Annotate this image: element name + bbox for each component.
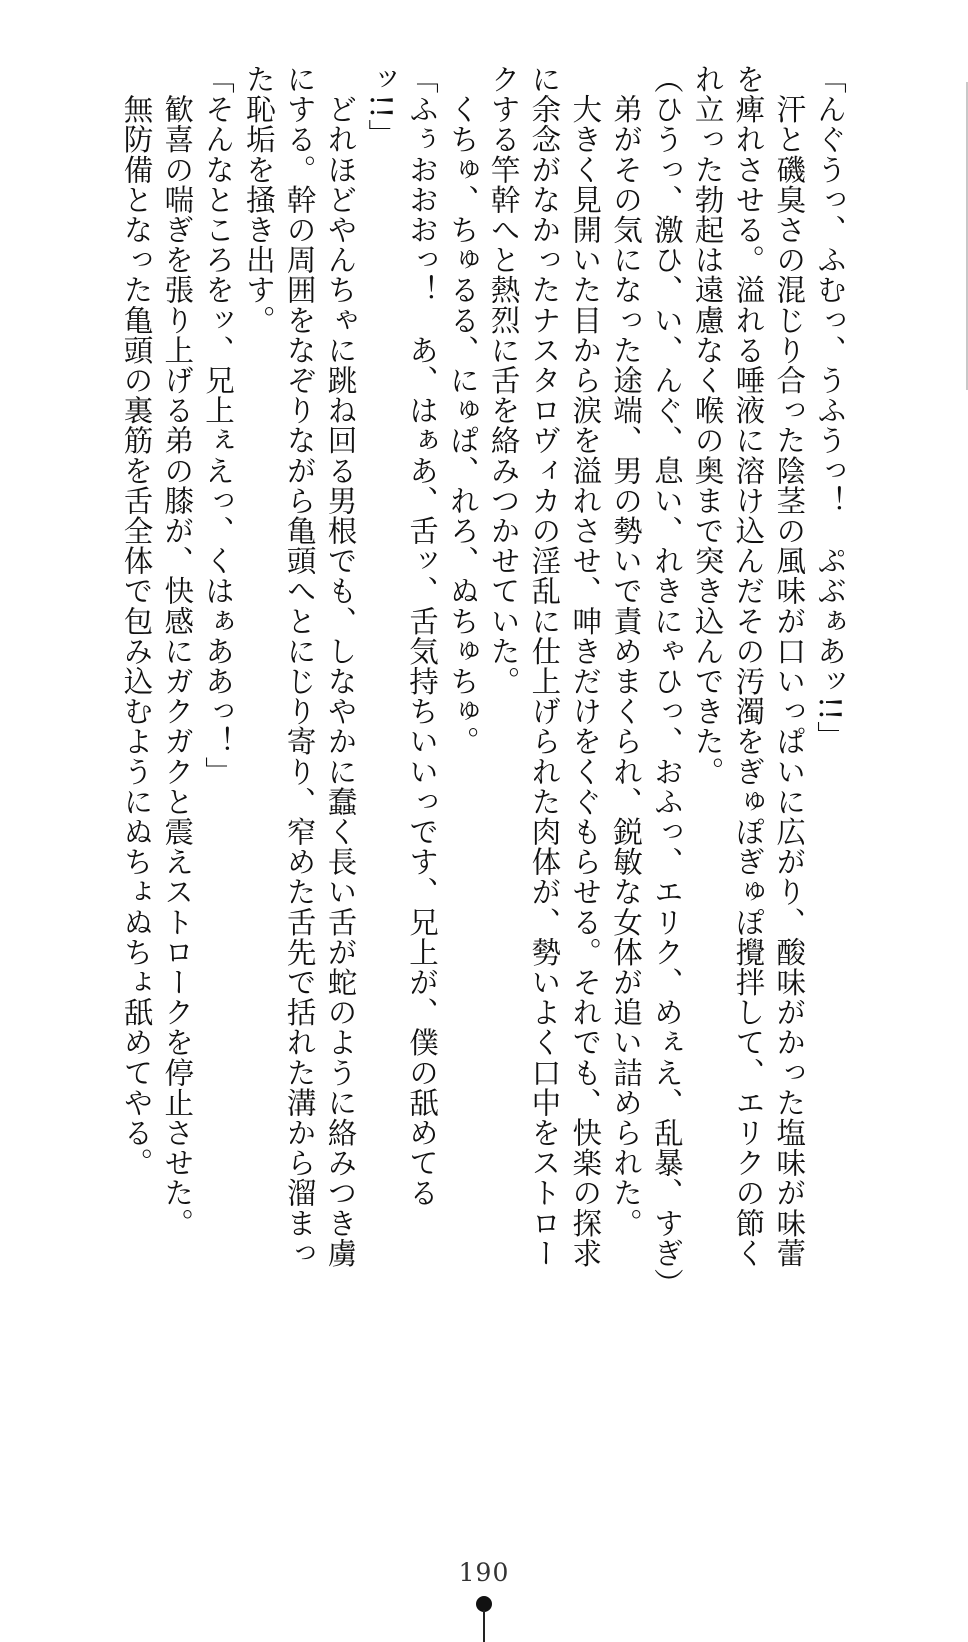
page-marker-stem (483, 1610, 485, 1642)
text-column-17: 歓喜の喘ぎを張り上げる弟の膝が、快感にガクガクと震えストロークを停止させた。 (160, 64, 195, 1238)
text-column-1: 「んぐうっ、ふむっ、うふうっ！ ぷぶぁあッ!!」 (813, 64, 847, 752)
vertical-text-body (116, 64, 850, 1314)
text-column-16: 「そんなところをッ、兄上ぇえっ、くはぁああっ！」 (201, 64, 236, 787)
text-column-9: クする竿幹へと熱烈に舌を絡みつかせていた。 (486, 64, 521, 697)
text-column-14: にする。幹の周囲をなぞりながら亀頭へとにじり寄り、窄めた舌先で括れた溝から溜まっ (282, 64, 317, 1268)
text-column-3: を痺れさせる。溢れる唾液に溶け込んだその汚濁をぎゅぽぎゅぽ攪拌して、エリクの節く (731, 64, 766, 1268)
text-column-8: に余念がなかったナスタロヴィカの淫乱に仕上げられた肉体が、勢いよく口中をストロー (527, 64, 562, 1268)
text-column-2: 汗と磯臭さの混じり合った陰茎の風味が口いっぱいに広がり、酸味がかった塩味が味蕾 (772, 64, 807, 1268)
text-column-7: 大きく見開いた目から涙を溢れさせ、呻きだけをくぐもらせる。それでも、快楽の探求 (568, 64, 603, 1268)
text-column-10: くちゅ、ちゅるる、にゅぱ、れろ、ぬちゅちゅ。 (445, 64, 480, 757)
text-column-12: ッ!!」 (364, 64, 399, 150)
text-column-18: 無防備となった亀頭の裏筋を舌全体で包み込むようにぬちょぬちょ舐めてやる。 (119, 64, 154, 1178)
page-number: 190 (458, 1558, 510, 1587)
text-column-11: 「ふぅおおおっ！ あ、はぁあ、舌ッ、舌気持ちいいっです、兄上が、僕の舐めてる (405, 64, 440, 1208)
text-column-13: どれほどやんちゃに跳ね回る男根でも、しなやかに蠢く長い舌が蛇のように絡みつき虜 (323, 64, 358, 1268)
text-column-15: た恥垢を掻き出す。 (241, 64, 276, 335)
text-column-5: （ひうっ、激ひ、い、んぐ、息い、れきにゃひっ、おふっ、エリク、めぇえ、乱暴、すぎ） (649, 64, 684, 1299)
text-column-4: れ立った勃起は遠慮なく喉の奥まで突き込んできた。 (690, 64, 725, 787)
text-column-6: 弟がその気になった途端、男の勢いで責めまくられ、鋭敏な女体が追い詰められた。 (609, 64, 644, 1238)
